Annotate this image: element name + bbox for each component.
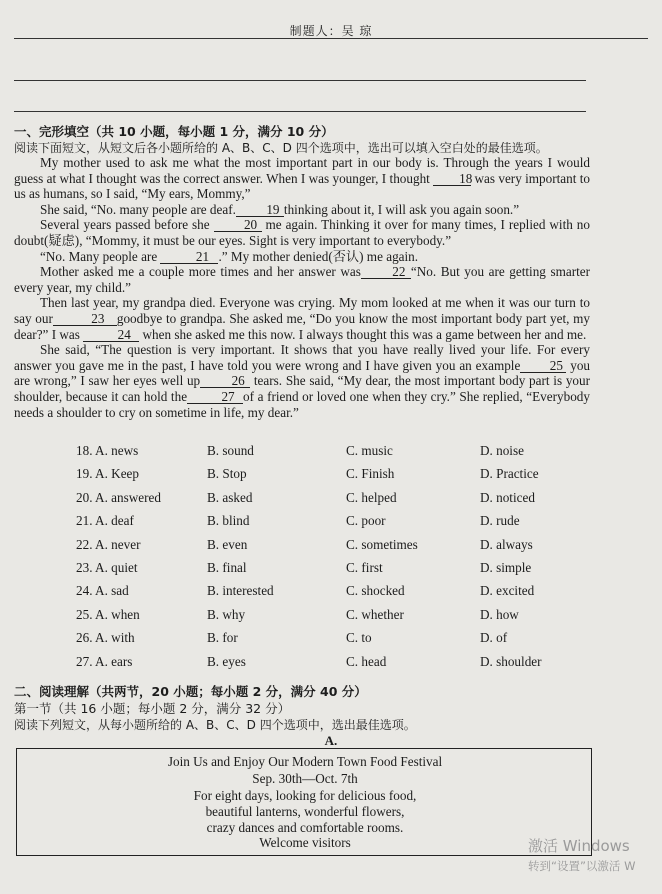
top-rule	[14, 38, 648, 39]
option-c: C. shocked	[346, 583, 405, 599]
passage-label: A.	[324, 733, 338, 748]
option-a: 27. A. ears	[76, 653, 133, 669]
option-c: C. helped	[346, 489, 397, 505]
option-a: 22. A. never	[76, 536, 141, 552]
blank-26: 26	[200, 374, 250, 388]
option-d: D. simple	[480, 559, 532, 575]
paragraph-7: She said, “The question is very important. It shows that you have really lived your life. For every answer you gave me in the past, I have told you were wrong and I have given you an example 25 you are wrong,” I saw her eyes well up 26 tears. She said, “My dear, the most important body part is your shoulder, because it can hold the 27 of a friend or loved one when they cry.” She replied, “Everybody needs a shoulder to cry on sometime in life, my dear.”	[14, 342, 590, 420]
header-maker: 制题人：吴 琼	[289, 24, 373, 38]
windows-watermark-sub: 转到“设置”以激活 W	[528, 859, 636, 873]
paragraph-6: Then last year, my grandpa died. Everyone was crying. My mom looked at me when it was our turn to say our 23 goodbye to grandpa. She asked me, “Do you know the most important body part yet, my dear?” I was 24 when she asked me this now. I always thought this was a game between her and me.	[14, 295, 590, 342]
option-d: D. rude	[480, 513, 520, 529]
option-b: B. for	[207, 630, 238, 646]
option-b: B. even	[207, 536, 248, 552]
option-b: B. asked	[207, 489, 253, 505]
blank-24: 24	[83, 328, 139, 342]
option-c: C. to	[346, 630, 372, 646]
option-c: C. sometimes	[346, 536, 418, 552]
cloze-passage	[14, 155, 590, 420]
option-d: D. how	[480, 606, 519, 622]
option-d: D. of	[480, 630, 508, 646]
option-b: B. blind	[207, 513, 250, 529]
option-a: 19. A. Keep	[76, 466, 139, 482]
festival-line-3: For eight days, looking for delicious food,	[193, 788, 417, 803]
option-a: 24. A. sad	[76, 583, 129, 599]
option-b: B. interested	[207, 583, 274, 599]
blank-25: 25	[520, 359, 566, 373]
blank-21: 21	[160, 250, 218, 264]
option-row-21	[0, 513, 662, 536]
section2-instructions: 阅读下列短文，从每小题所给的 A、B、C、D 四个选项中，选出最佳选项。	[14, 718, 416, 732]
festival-box	[16, 748, 592, 856]
option-d: D. Practice	[480, 466, 539, 482]
section1-instructions: 阅读下面短文，从短文后各小题所给的 A、B、C、D 四个选项中，选出可以填入空白处的最佳选项。	[14, 141, 548, 155]
festival-line-4: beautiful lanterns, wonderful flowers,	[205, 804, 405, 819]
section2-part1: 第一节（共 16 小题；每小题 2 分，满分 32 分）	[14, 701, 291, 716]
option-a: 21. A. deaf	[76, 513, 134, 529]
option-d: D. noise	[480, 443, 524, 458]
option-b: B. sound	[207, 443, 254, 458]
option-row-20	[0, 490, 662, 513]
festival-line-5: crazy dances and comfortable rooms.	[206, 820, 404, 835]
blank-19: 19	[236, 203, 284, 217]
option-c: C. music	[346, 443, 393, 458]
option-row-19	[0, 466, 662, 489]
option-a: 25. A. when	[76, 606, 140, 622]
option-row-25	[0, 607, 662, 630]
blank-23: 23	[53, 312, 117, 326]
option-b: B. final	[207, 559, 247, 575]
option-row-26	[0, 630, 662, 653]
option-b: B. Stop	[207, 466, 247, 482]
paragraph-4: “No. Many people are 21 .” My mother denied(否认) me again.	[40, 248, 419, 264]
option-c: C. first	[346, 559, 383, 575]
festival-dates: Sep. 30th—Oct. 7th	[252, 771, 358, 786]
option-c: C. head	[346, 653, 387, 669]
option-c: C. whether	[346, 606, 404, 622]
festival-title: Join Us and Enjoy Our Modern Town Food Festival	[167, 754, 443, 769]
paragraph-2: She said, “No. many people are deaf. 19 thinking about it, I will ask you again soon.”	[40, 201, 520, 217]
section1-heading: 一、完形填空（共 10 小题，每小题 1 分，满分 10 分）	[14, 124, 334, 139]
option-c: C. Finish	[346, 466, 395, 482]
section2-heading: 二、阅读理解（共两节，20 小题；每小题 2 分，满分 40 分）	[14, 684, 367, 699]
option-b: B. why	[207, 606, 246, 622]
blank-18: 18	[433, 172, 471, 186]
option-row-22	[0, 537, 662, 560]
blank-22: 22	[361, 265, 411, 279]
windows-watermark-title: 激活 Windows	[528, 837, 630, 855]
option-a: 23. A. quiet	[76, 559, 138, 575]
blank-20: 20	[214, 218, 262, 232]
option-b: B. eyes	[207, 653, 246, 669]
option-a: 26. A. with	[76, 630, 135, 646]
festival-line-6: Welcome visitors	[259, 835, 351, 850]
option-d: D. excited	[480, 583, 535, 599]
answer-line-2	[14, 111, 586, 112]
option-a: 20. A. answered	[76, 489, 161, 505]
option-d: D. always	[480, 536, 533, 552]
option-row-23	[0, 560, 662, 583]
option-row-27	[0, 654, 662, 677]
option-row-24	[0, 583, 662, 606]
paragraph-1: My mother used to ask me what the most important part in our body is. Through the years I would guess at what I thought was the correct answer. When I was younger, I thought 18 was very important to us as humans, so I said, “My ears, Mommy,”	[14, 155, 591, 202]
answer-line-1	[14, 80, 586, 81]
paragraph-3: Several years passed before she 20 me again. Thinking it over for many times, I replied with no doubt(疑虑), “Mommy, it must be our eyes. Sight is very important to everybody.”	[14, 217, 590, 248]
cloze-options	[0, 443, 662, 677]
option-d: D. noticed	[480, 489, 535, 505]
option-a: 18. A. news	[76, 443, 139, 458]
option-d: D. shoulder	[480, 653, 542, 669]
option-row-18	[0, 443, 662, 466]
blank-27: 27	[187, 390, 243, 404]
option-c: C. poor	[346, 513, 386, 529]
paragraph-5: Mother asked me a couple more times and her answer was 22 “No. But you are getting smarter every year, my child.”	[14, 264, 590, 295]
